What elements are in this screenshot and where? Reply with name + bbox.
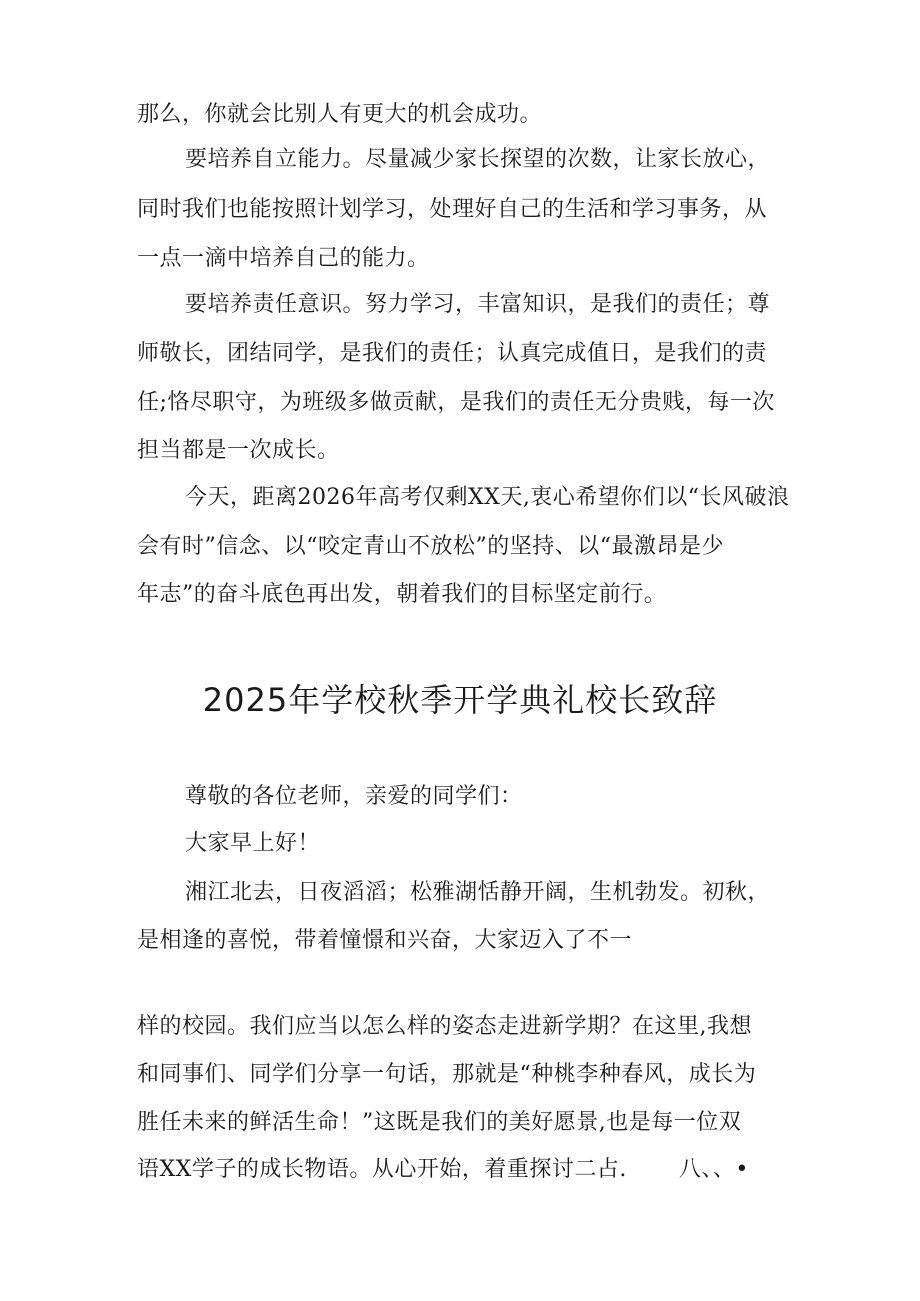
paragraph-line: 湘江北去，日夜滔滔；松雅湖恬静开阔，生机勃发。初秋， [185, 880, 771, 905]
paragraph-line: 是相逢的喜悦，带着憧憬和兴奋，大家迈入了不一 [137, 928, 633, 953]
paragraph-line: 同时我们也能按照计划学习，处理好自己的生活和学习事务，从 [137, 197, 768, 222]
paragraph-line: 那么，你就会比别人有更大的机会成功。 [137, 102, 543, 127]
paragraph-line: 要培养责任意识。努力学习，丰富知识，是我们的责任；尊 [185, 292, 771, 317]
paragraph-line: 要培养自立能力。尽量减少家长探望的次数，让家长放心， [185, 147, 771, 172]
paragraph-line: 大家早上好！ [185, 831, 321, 856]
paragraph-line: 一点一滴中培养自己的能力。 [137, 246, 430, 271]
paragraph-line-tail: 八、、• [678, 1157, 749, 1182]
paragraph-line: 会有时”信念、以“咬定青山不放松”的坚持、以“最激昂是少 [137, 534, 724, 559]
paragraph-line: 担当都是一次成长。 [137, 438, 340, 463]
document-title: 2025年学校秋季开学典礼校长致辞 [202, 681, 718, 719]
paragraph-line: 尊敬的各位老师，亲爱的同学们： [185, 784, 523, 809]
paragraph-line: 样的校园。我们应当以怎么样的姿态走进新学期？在这里,我想 [137, 1014, 752, 1039]
paragraph-line: 胜任未来的鲜活生命！”这既是我们的美好愿景,也是每一位双 [137, 1110, 742, 1135]
paragraph-line [137, 1155, 749, 1185]
paragraph-line-main: 语XX学子的成长物语。从心开始，着重探讨二占. [137, 1157, 627, 1182]
paragraph-line: 年志”的奋斗底色再出发，朝着我们的目标坚定前行。 [137, 582, 667, 607]
paragraph-line: 和同事们、同学们分享一句话，那就是“种桃李种春风，成长为 [137, 1062, 757, 1087]
paragraph-line: 任;恪尽职守，为班级多做贡献，是我们的责任无分贵贱，每一次 [137, 390, 775, 415]
paragraph-line: 师敬长，团结同学，是我们的责任；认真完成值日，是我们的责 [137, 341, 768, 366]
paragraph-line: 今天，距离2026年高考仅剩XX天,衷心希望你们以“长风破浪 [185, 485, 790, 510]
